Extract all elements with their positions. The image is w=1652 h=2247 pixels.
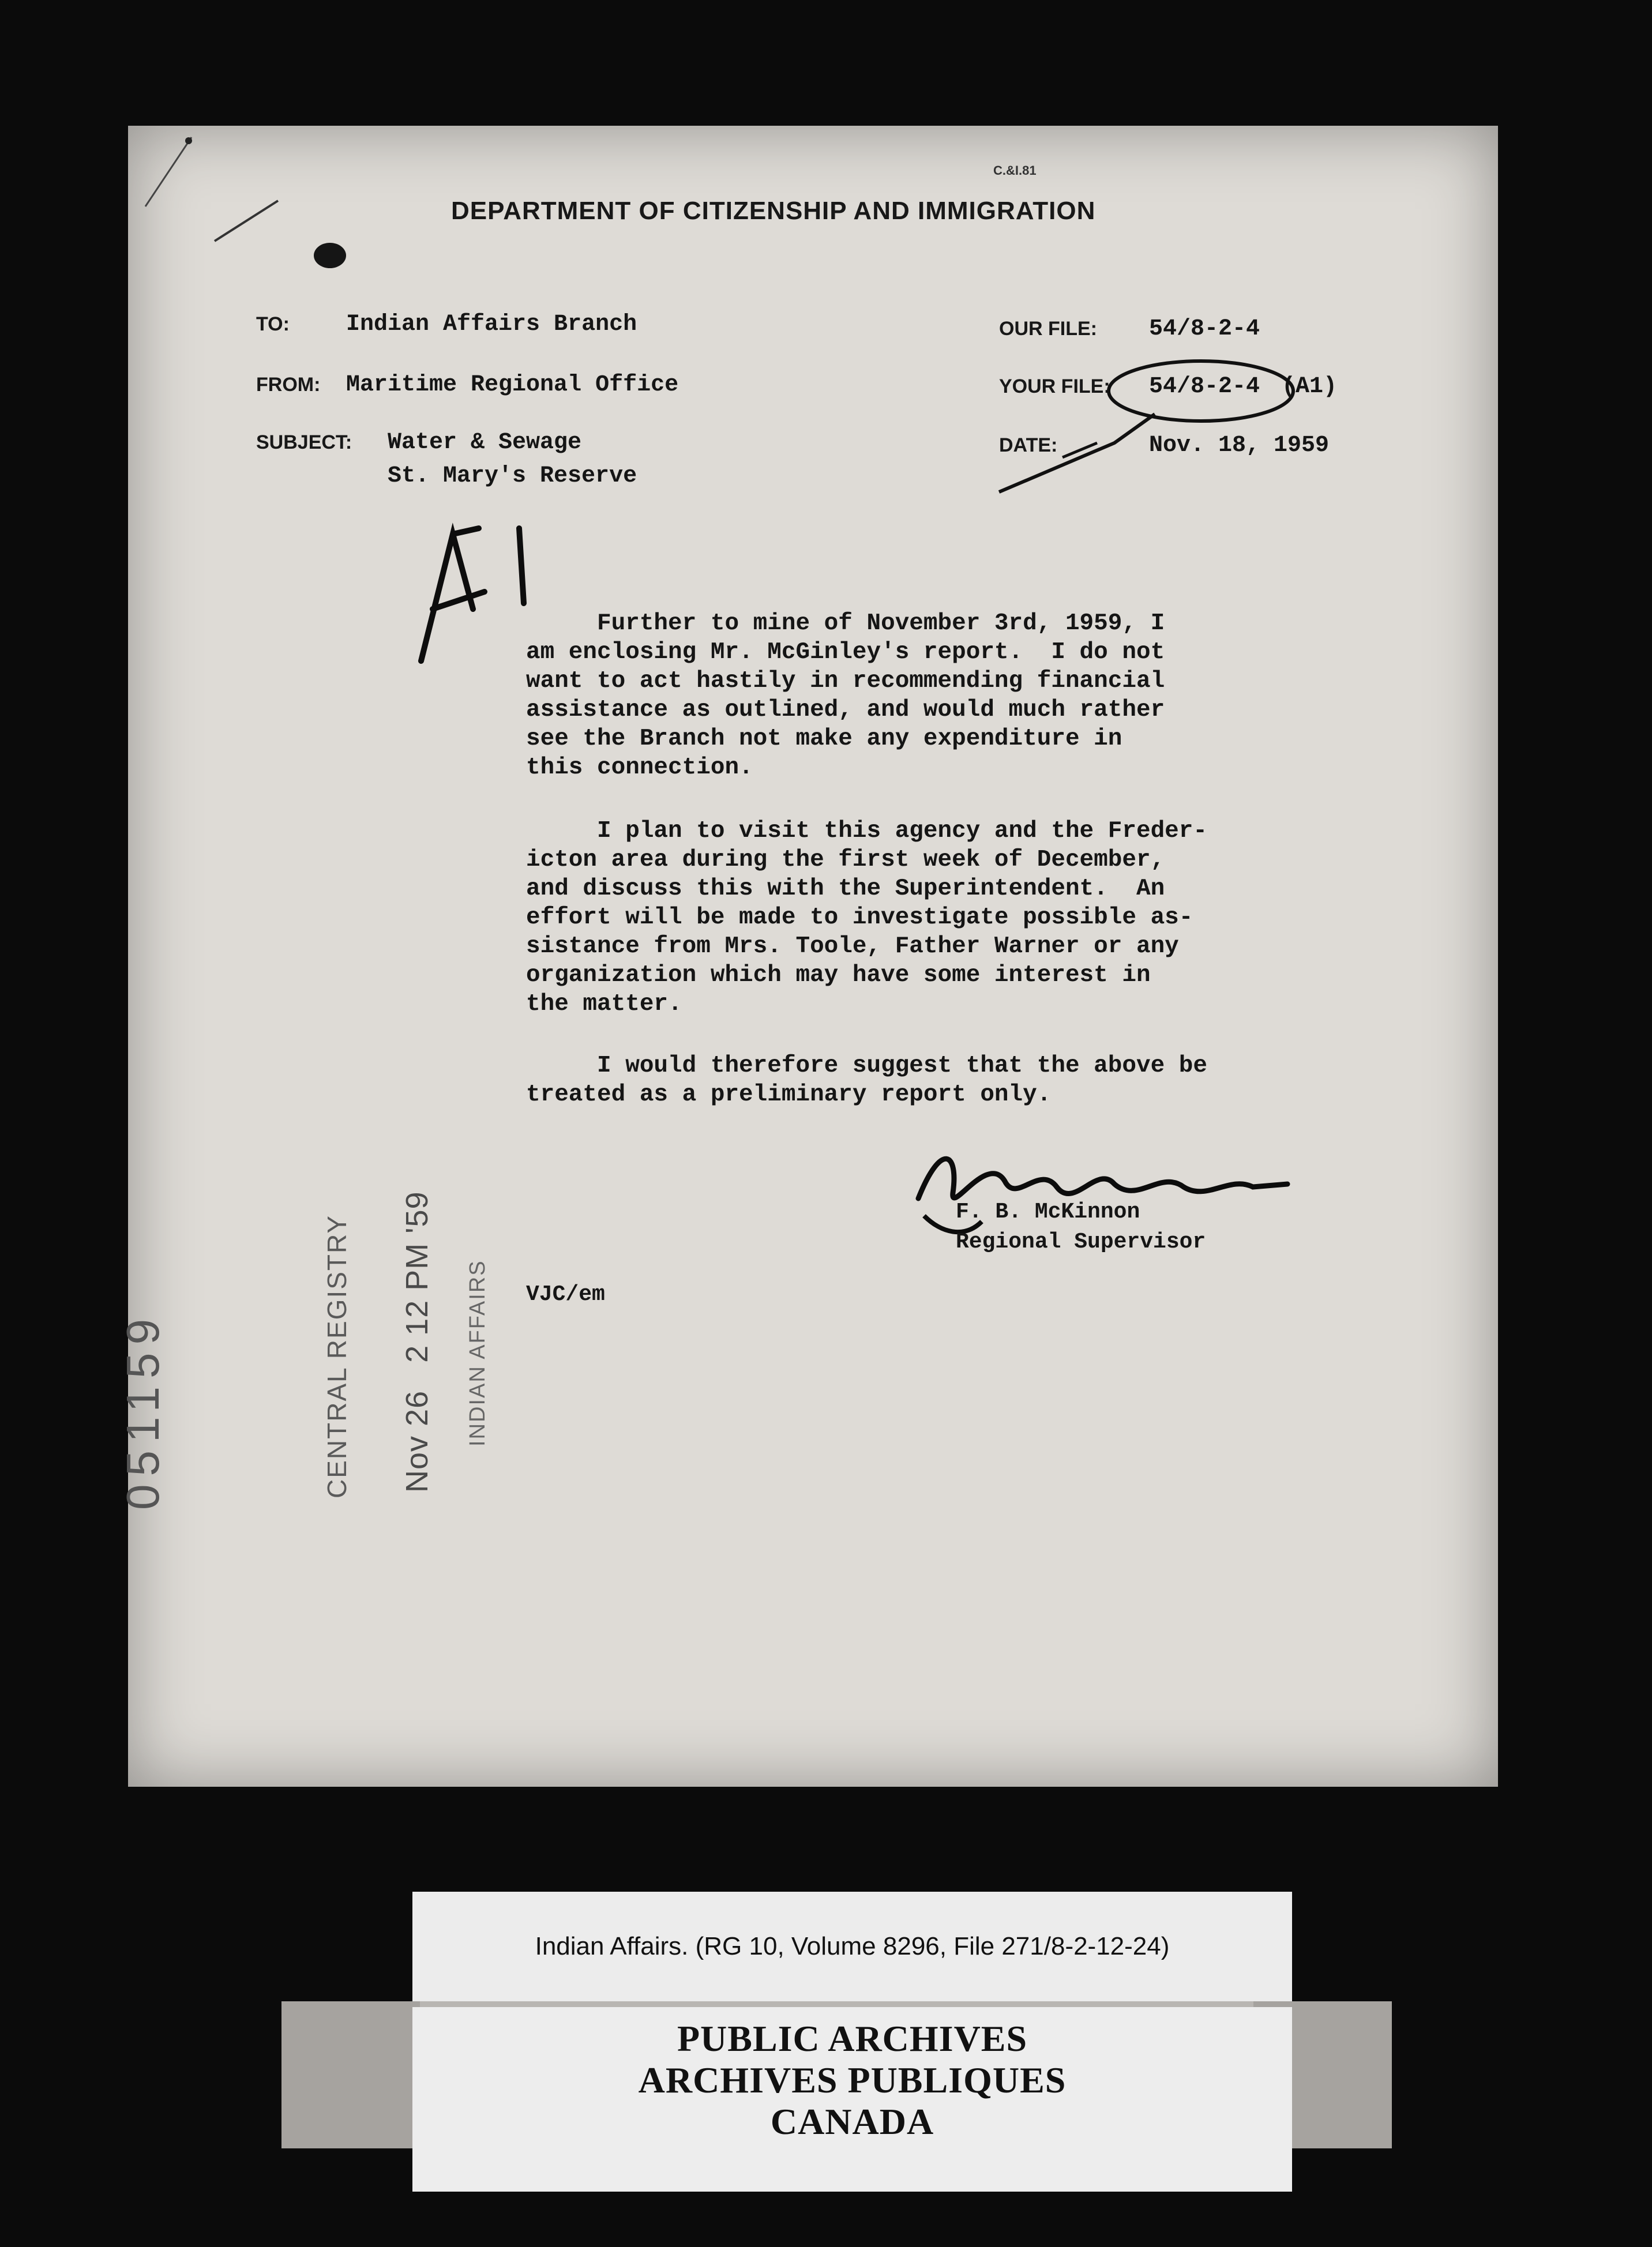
body-paragraph-1: Further to mine of November 3rd, 1959, I am enclosing Mr. McGinley's report. I do not want to act hastily in recommending financial assistance as outlined, and would much rather see the Branch not make any expenditure in this connection.	[526, 610, 1165, 781]
form-code: C.&I.81	[993, 163, 1037, 178]
your-file-label: YOUR FILE:	[999, 375, 1110, 397]
department-title: DEPARTMENT OF CITIZENSHIP AND IMMIGRATION	[451, 197, 1096, 225]
your-file-value: 54/8-2-4	[1149, 374, 1260, 400]
registry-name: CENTRAL REGISTRY	[322, 1214, 352, 1498]
registry-branch: INDIAN AFFAIRS	[465, 1260, 490, 1446]
citation-text: Indian Affairs. (RG 10, Volume 8296, File 271/8-2-12-24)	[535, 1932, 1170, 1960]
subject-line-1: Water & Sewage	[388, 430, 582, 456]
registry-number: 051159	[117, 1310, 168, 1510]
from-label: FROM:	[256, 374, 321, 396]
registry-date: Nov 26 2 12 PM '59	[400, 1191, 434, 1493]
archives-line-3: CANADA	[770, 2101, 934, 2142]
to-value: Indian Affairs Branch	[346, 311, 637, 337]
to-label: TO:	[256, 313, 290, 335]
archives-line-2: ARCHIVES PUBLIQUES	[638, 2060, 1067, 2101]
signatory-title: Regional Supervisor	[956, 1230, 1206, 1254]
citation-card	[412, 1892, 1292, 2001]
your-file-suffix: (A1)	[1282, 374, 1338, 400]
signature-scrawl	[907, 1129, 1299, 1245]
binder-marks	[128, 126, 359, 276]
tape-left	[281, 2001, 420, 2148]
our-file-value: 54/8-2-4	[1149, 316, 1260, 342]
body-paragraph-2: I plan to visit this agency and the Freder- icton area during the first week of December, and discuss this with the Superintendent. An effort will be made to investigate possible as- sistance from Mrs. Toole, Father Warner or any organization which may have some interest in the matter.	[526, 818, 1207, 1017]
subject-line-2: St. Mary's Reserve	[388, 463, 637, 489]
our-file-label: OUR FILE:	[999, 318, 1097, 340]
archives-line-1: PUBLIC ARCHIVES	[677, 2018, 1028, 2059]
archives-stamp	[412, 2007, 1292, 2192]
handwritten-circle-mark	[982, 333, 1305, 506]
typist-initials: VJC/em	[526, 1282, 605, 1307]
date-value: Nov. 18, 1959	[1149, 433, 1330, 459]
subject-label: SUBJECT:	[256, 431, 352, 453]
body-paragraph-3: I would therefore suggest that the above be treated as a preliminary report only.	[526, 1053, 1207, 1108]
from-value: Maritime Regional Office	[346, 372, 679, 398]
signatory-name: F. B. McKinnon	[956, 1200, 1140, 1224]
date-label: DATE:	[999, 434, 1058, 456]
handwritten-note	[376, 506, 548, 702]
memo-document	[117, 126, 1498, 1787]
